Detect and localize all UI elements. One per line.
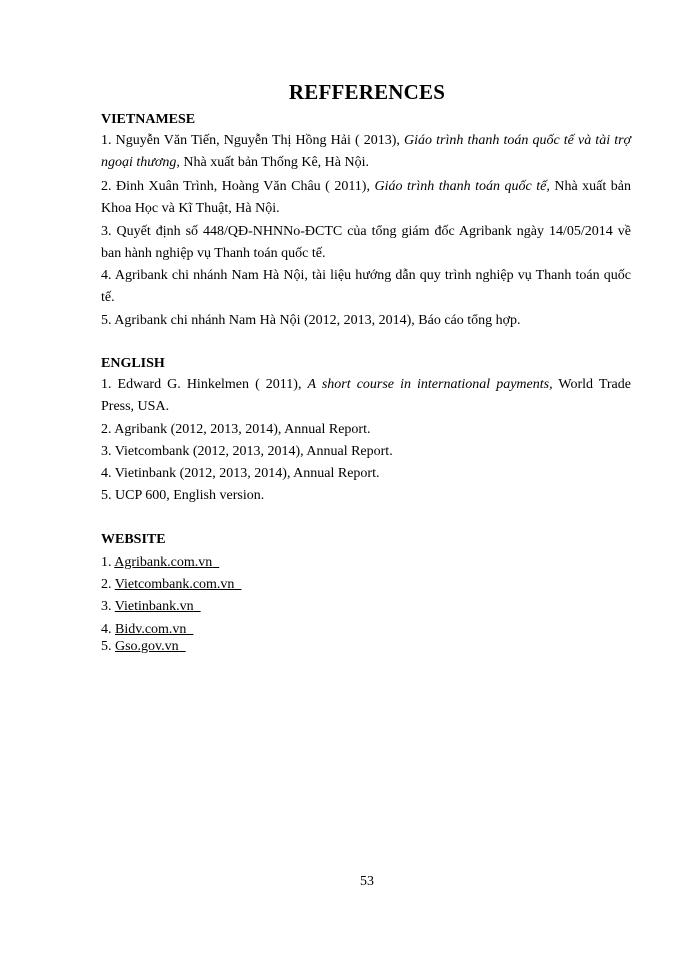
reference-vn-2 (101, 176, 631, 220)
reference-en-2 (101, 419, 631, 441)
reference-vn-1 (101, 130, 631, 174)
reference-en-3 (101, 441, 631, 463)
reference-text: 3. Quyết định số 448/QĐ-NHNNo-ĐCTC của tổng giám đốc Agribank ngày 14/05/2014 về ban hành nghiệp vụ Thanh toán quốc tế. (101, 224, 631, 261)
page-title: REFFERENCES (288, 80, 446, 104)
website-link-vietinbank[interactable]: Vietinbank.vn (114, 599, 194, 614)
reference-text: 2. Đinh Xuân Trình, Hoàng Văn Châu ( 2011), (101, 179, 375, 194)
website-number: 1. (101, 555, 115, 570)
reference-en-4 (101, 463, 631, 485)
website-number: 4. (101, 622, 115, 637)
reference-title: A short course in international payments, (307, 377, 553, 392)
reference-text: 3. Vietcombank (2012, 2013, 2014), Annual Report. (101, 444, 393, 459)
reference-text: 1. Edward G. Hinkelmen ( 2011), (101, 377, 308, 392)
website-item (101, 576, 241, 594)
reference-text: 2. Agribank (2012, 2013, 2014), Annual Report. (101, 422, 371, 437)
reference-vn-4 (101, 265, 631, 309)
reference-title: Giáo trình thanh toán quốc tế, (374, 179, 550, 194)
website-number: 3. (101, 599, 115, 614)
website-item (101, 598, 201, 616)
reference-text: 5. Agribank chi nhánh Nam Hà Nội (2012, 2013, 2014), Báo cáo tổng hợp. (101, 313, 521, 328)
website-item (101, 638, 186, 656)
reference-text: 5. UCP 600, English version. (101, 488, 265, 503)
website-number: 5. (101, 639, 115, 654)
website-item (101, 621, 193, 639)
reference-text: World Trade Press, USA. (101, 377, 631, 414)
reference-text: Nhà xuất bản Khoa Học và Kĩ Thuật, Hà Nội. (101, 179, 631, 216)
website-link-gso[interactable]: Gso.gov.vn (115, 639, 179, 654)
reference-vn-3 (101, 221, 631, 265)
section-heading-vietnamese: VIETNAMESE (101, 112, 196, 127)
page-number: 53 (360, 874, 374, 889)
website-item (101, 554, 219, 572)
reference-text: 1. Nguyễn Văn Tiến, Nguyễn Thị Hồng Hải ( 2013), (101, 133, 405, 148)
reference-en-5 (101, 485, 631, 507)
reference-text: Nhà xuất bản Thống Kê, Hà Nội. (179, 155, 369, 170)
reference-vn-5 (101, 310, 631, 332)
website-number: 2. (101, 577, 115, 592)
reference-text: 4. Agribank chi nhánh Nam Hà Nội, tài liệu hướng dẫn quy trình nghiệp vụ Thanh toán quốc tế. (101, 268, 631, 305)
reference-title: Giáo trình thanh toán quốc tế và tài trợ ngoại thương, (101, 133, 631, 170)
section-heading-english: ENGLISH (101, 356, 165, 371)
section-heading-website: WEBSITE (101, 532, 166, 547)
reference-text: 4. Vietinbank (2012, 2013, 2014), Annual Report. (101, 466, 380, 481)
website-link-vietcombank[interactable]: Vietcombank.com.vn (114, 577, 235, 592)
website-link-bidv[interactable]: Bidv.com.vn (115, 622, 187, 637)
website-link-agribank[interactable]: Agribank.com.vn (114, 555, 213, 570)
reference-en-1 (101, 374, 631, 418)
